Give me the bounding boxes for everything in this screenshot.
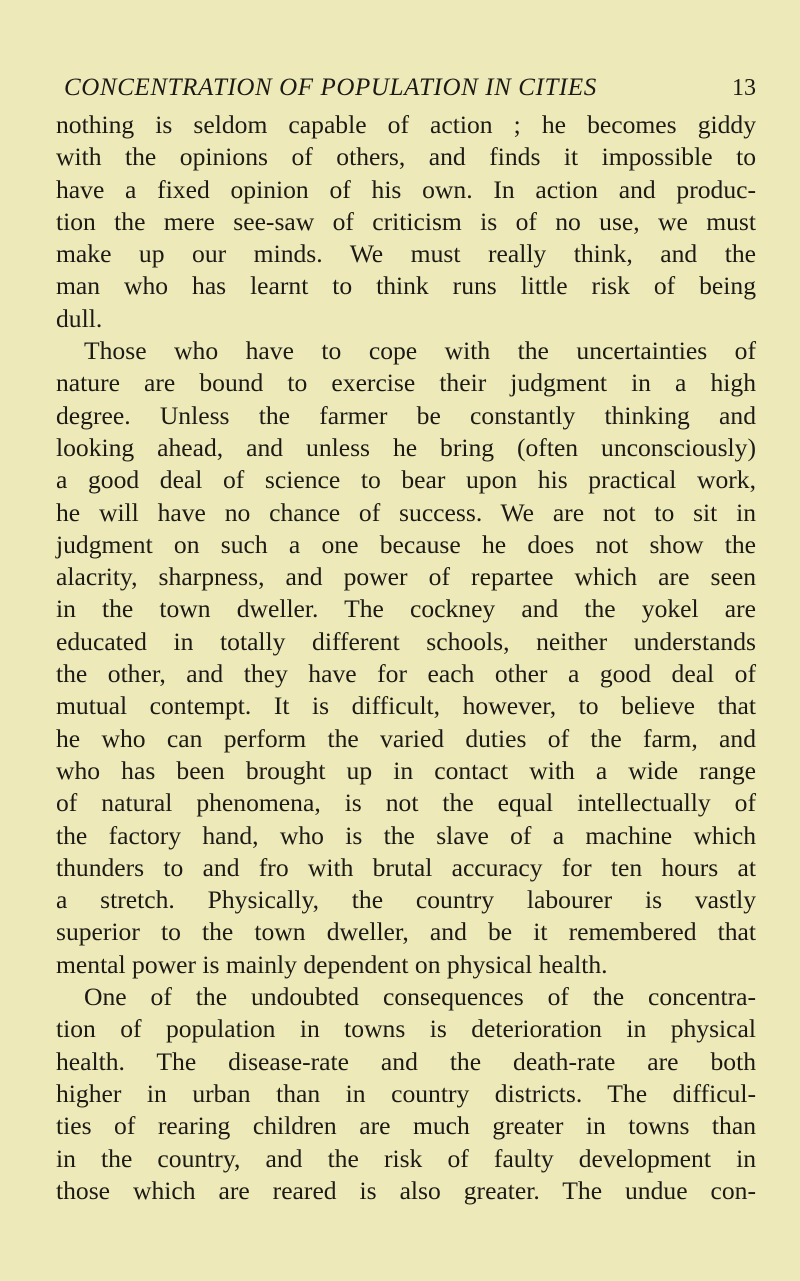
text-line: have a fixed opinion of his own. In action and produc- — [56, 174, 756, 204]
text-line: Those who have to cope with the uncertainties of — [84, 336, 756, 366]
text-line: make up our minds. We must really think, and the — [56, 239, 756, 269]
text-line: degree. Unless the farmer be constantly thinking and — [56, 400, 756, 430]
paragraph — [56, 109, 756, 335]
body-text — [56, 109, 756, 1207]
text-line: superior to the town dweller, and be it remembered that — [56, 917, 756, 947]
text-line: mental power is mainly dependent on physical health. — [56, 949, 608, 979]
text-line: alacrity, sharpness, and power of repartee which are seen — [56, 562, 756, 592]
text-line: he who can perform the varied duties of the farm, and — [56, 723, 756, 753]
running-head-title: CONCENTRATION OF POPULATION IN CITIES — [64, 74, 597, 101]
text-line: thunders to and fro with brutal accuracy for ten hours at — [56, 852, 756, 882]
text-line: a stretch. Physically, the country labourer is vastly — [56, 885, 756, 915]
text-line: he will have no chance of success. We are not to sit in — [56, 497, 756, 527]
text-line: mutual contempt. It is difficult, however, to believe that — [56, 691, 756, 721]
text-line: the other, and they have for each other a good deal of — [56, 659, 756, 689]
text-line: nothing is seldom capable of action ; he becomes giddy — [56, 110, 756, 139]
text-line: judgment on such a one because he does not show the — [56, 529, 756, 559]
text-line: looking ahead, and unless he bring (often unconsciously) — [56, 432, 756, 462]
text-line: in the town dweller. The cockney and the yokel are — [56, 594, 756, 624]
text-line: tion of population in towns is deterioration in physical — [56, 1014, 756, 1044]
text-line: higher in urban than in country districts. The difficul- — [56, 1078, 756, 1108]
text-line: a good deal of science to bear upon his practical work, — [56, 465, 756, 495]
paragraph — [56, 981, 756, 1207]
book-page — [56, 74, 756, 1207]
running-head — [64, 74, 756, 106]
text-line: with the opinions of others, and finds it impossible to — [56, 142, 756, 172]
text-line: educated in totally different schools, neither understands — [56, 626, 756, 656]
text-line: One of the undoubted consequences of the concentra- — [84, 982, 756, 1012]
text-line: the factory hand, who is the slave of a machine which — [56, 820, 756, 850]
text-line: in the country, and the risk of faulty development in — [56, 1143, 756, 1173]
text-line: ties of rearing children are much greater in towns than — [56, 1111, 756, 1141]
paragraph — [56, 335, 756, 981]
page-number: 13 — [732, 75, 756, 101]
text-line: man who has learnt to think runs little risk of being — [56, 271, 756, 301]
text-line: tion the mere see-saw of criticism is of no use, we must — [56, 206, 756, 236]
text-line: nature are bound to exercise their judgment in a high — [56, 368, 756, 398]
text-line: health. The disease-rate and the death-rate are both — [56, 1046, 756, 1076]
text-line: of natural phenomena, is not the equal intellectually of — [56, 788, 756, 818]
text-line: who has been brought up in contact with a wide range — [56, 755, 756, 785]
text-line: those which are reared is also greater. The undue con- — [56, 1175, 756, 1205]
text-line: dull. — [56, 303, 103, 333]
